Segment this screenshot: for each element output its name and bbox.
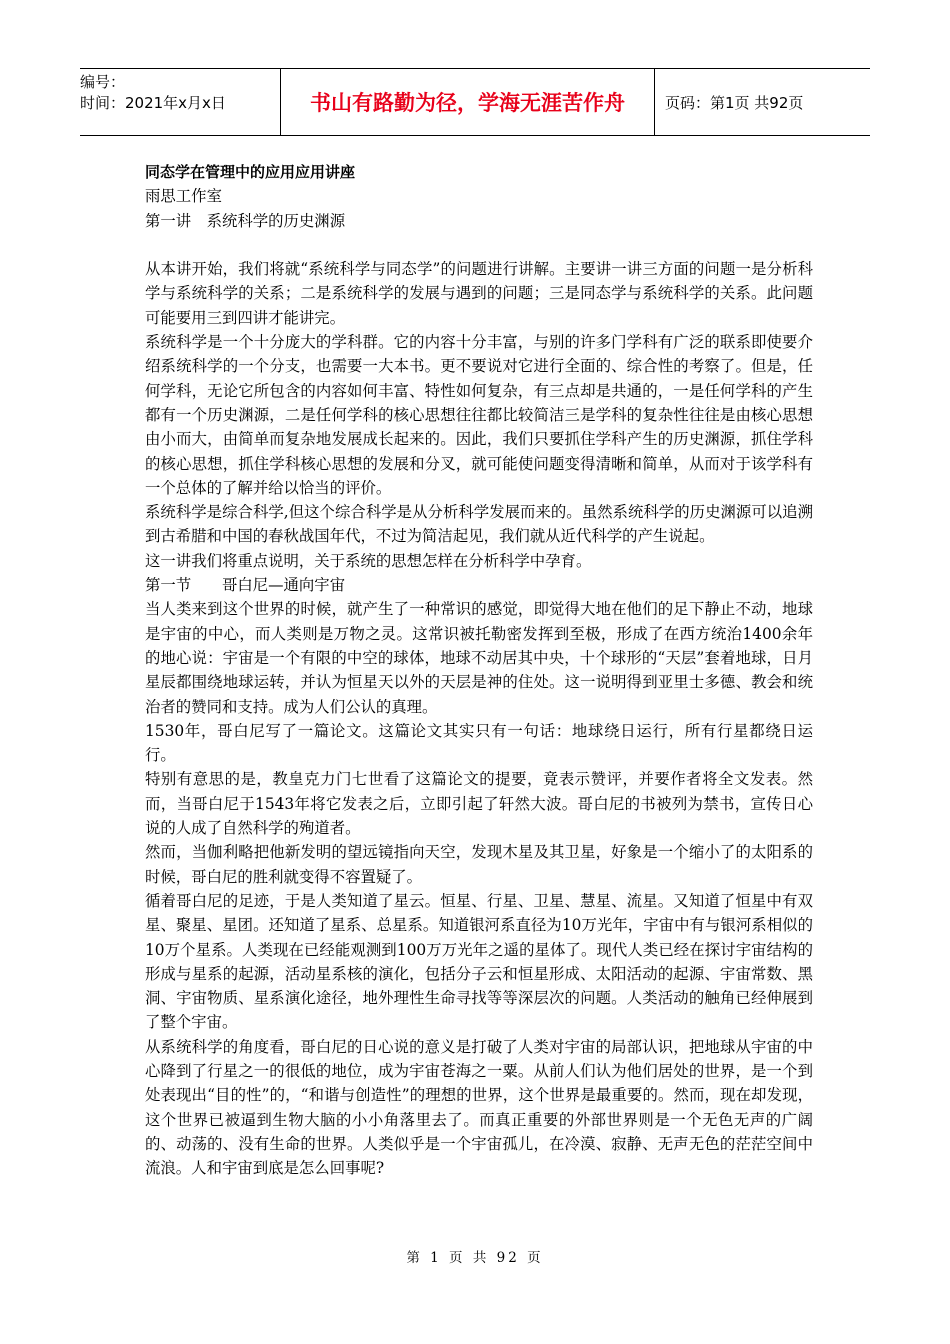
document-author: 雨思工作室 [145,187,222,206]
paragraph: 1530年，哥白尼写了一篇论文。这篇论文其实只有一句话：地球绕日运行，所有行星都绕日运行。 [145,721,813,765]
paragraph: 从系统科学的角度看，哥白尼的日心说的意义是打破了人类对宇宙的局部认识，把地球从宇宙的中心降到了行星之一的很低的地位，成为宇宙苍海之一粟。从前人们认为他们居处的世界，是一个到处表现出“目的性”的，“和谐与创造性”的理想的世界，这个世界是最重要的。然而，现在却发现，这个世界已被逼到生物大脑的小小角落里去了。而真正重要的外部世界则是一个无色无声的广阔的、动荡的、没有生命的世界。人类似乎是一个宇宙孤儿，在冷漠、寂静、无声无色的茫茫空间中流浪。人和宇宙到底是怎么回事呢? [145,1037,813,1178]
header-meta [80,69,280,135]
blank-line [145,233,813,257]
header-motto: 书山有路勤为径，学海无涯苦作舟 [280,69,655,135]
paragraph: 系统科学是综合科学,但这个综合科学是从分析科学发展而来的。虽然系统科学的历史渊源可以追溯到古希腊和中国的春秋战国年代，不过为简洁起见，我们就从近代科学的产生说起。 [145,503,813,546]
document-title: 同态学在管理中的应用应用讲座 [145,163,356,181]
paragraph: 这一讲我们将重点说明，关于系统的思想怎样在分析科学中孕育。 [145,551,592,570]
header-page-info: 页码：第1页 共92页 [665,93,804,112]
paragraph: 从本讲开始，我们将就“系统科学与同态学”的问题进行讲解。主要讲一讲三方面的问题一是分析科学与系统科学的关系；二是系统科学的发展与遇到的问题；三是同态学与系统科学的关系。此问题可能要用三到四讲才能讲完。 [145,260,813,327]
paragraph: 循着哥白尼的足迹，于是人类知道了星云。恒星、行星、卫星、慧星、流星。又知道了恒星中有双星、聚星、星团。还知道了星系、总星系。知道银河系直径为10万光年，宇宙中有与银河系相似的10万个星系。人类现在已经能观测到100万万光年之遥的星体了。现代人类已经在探讨宇宙结构的形成与星系的起源，活动星系核的演化，包括分子云和恒星形成、太阳活动的起源、宇宙常数、黑洞、宇宙物质、星系演化途径，地外理性生命寻找等等深层次的问题。人类活动的触角已经伸展到了整个宇宙。 [145,891,813,1032]
date-label: 时间：2021年x月x日 [80,94,226,112]
page-header [80,68,870,136]
document-body [145,160,813,1180]
section-heading: 第一节 哥白尼—通向宇宙 [145,576,346,595]
number-label: 编号： [80,73,126,91]
page-footer: 第 1 页 共 92 页 [406,1250,544,1266]
paragraph: 系统科学是一个十分庞大的学科群。它的内容十分丰富，与别的许多门学科有广泛的联系即使要介绍系统科学的一个分支，也需要一大本书。更不要说对它进行全面的、综合性的考察了。但是，任何学科，无论它所包含的内容如何丰富、特性如何复杂，有三点却是共通的，一是任何学科的产生都有一个历史渊源，二是任何学科的核心思想往往都比较简洁三是学科的复杂性往往是由核心思想由小而大，由简单而复杂地发展成长起来的。因此，我们只要抓住学科产生的历史渊源，抓住学科的核心思想，抓住学科核心思想的发展和分叉，就可能使问题变得清晰和简单，从而对于该学科有一个总体的了解并给以恰当的评价。 [145,333,813,497]
paragraph: 特别有意思的是，教皇克力门七世看了这篇论文的提要，竟表示赞评，并要作者将全文发表。然而，当哥白尼于1543年将它发表之后，立即引起了轩然大波。哥白尼的书被列为禁书，宣传日心说的人成了自然科学的殉道者。 [145,770,813,838]
lecture-heading: 第一讲 系统科学的历史渊源 [145,211,346,230]
paragraph: 当人类来到这个世界的时候，就产生了一种常识的感觉，即觉得大地在他们的足下静止不动，地球是宇宙的中心，而人类则是万物之灵。这常识被托勒密发挥到至极，形成了在西方统治1400余年的地心说：宇宙是一个有限的中空的球体，地球不动居其中央，十个球形的“天层”套着地球，日月星辰都围绕地球运转，并认为恒星天以外的天层是神的住处。这一说明得到亚里士多德、教会和统治者的赞同和支持。成为人们公认的真理。 [145,600,813,716]
paragraph: 然而，当伽利略把他新发明的望远镜指向天空，发现木星及其卫星，好象是一个缩小了的太阳系的时候，哥白尼的胜利就变得不容置疑了。 [145,843,813,886]
